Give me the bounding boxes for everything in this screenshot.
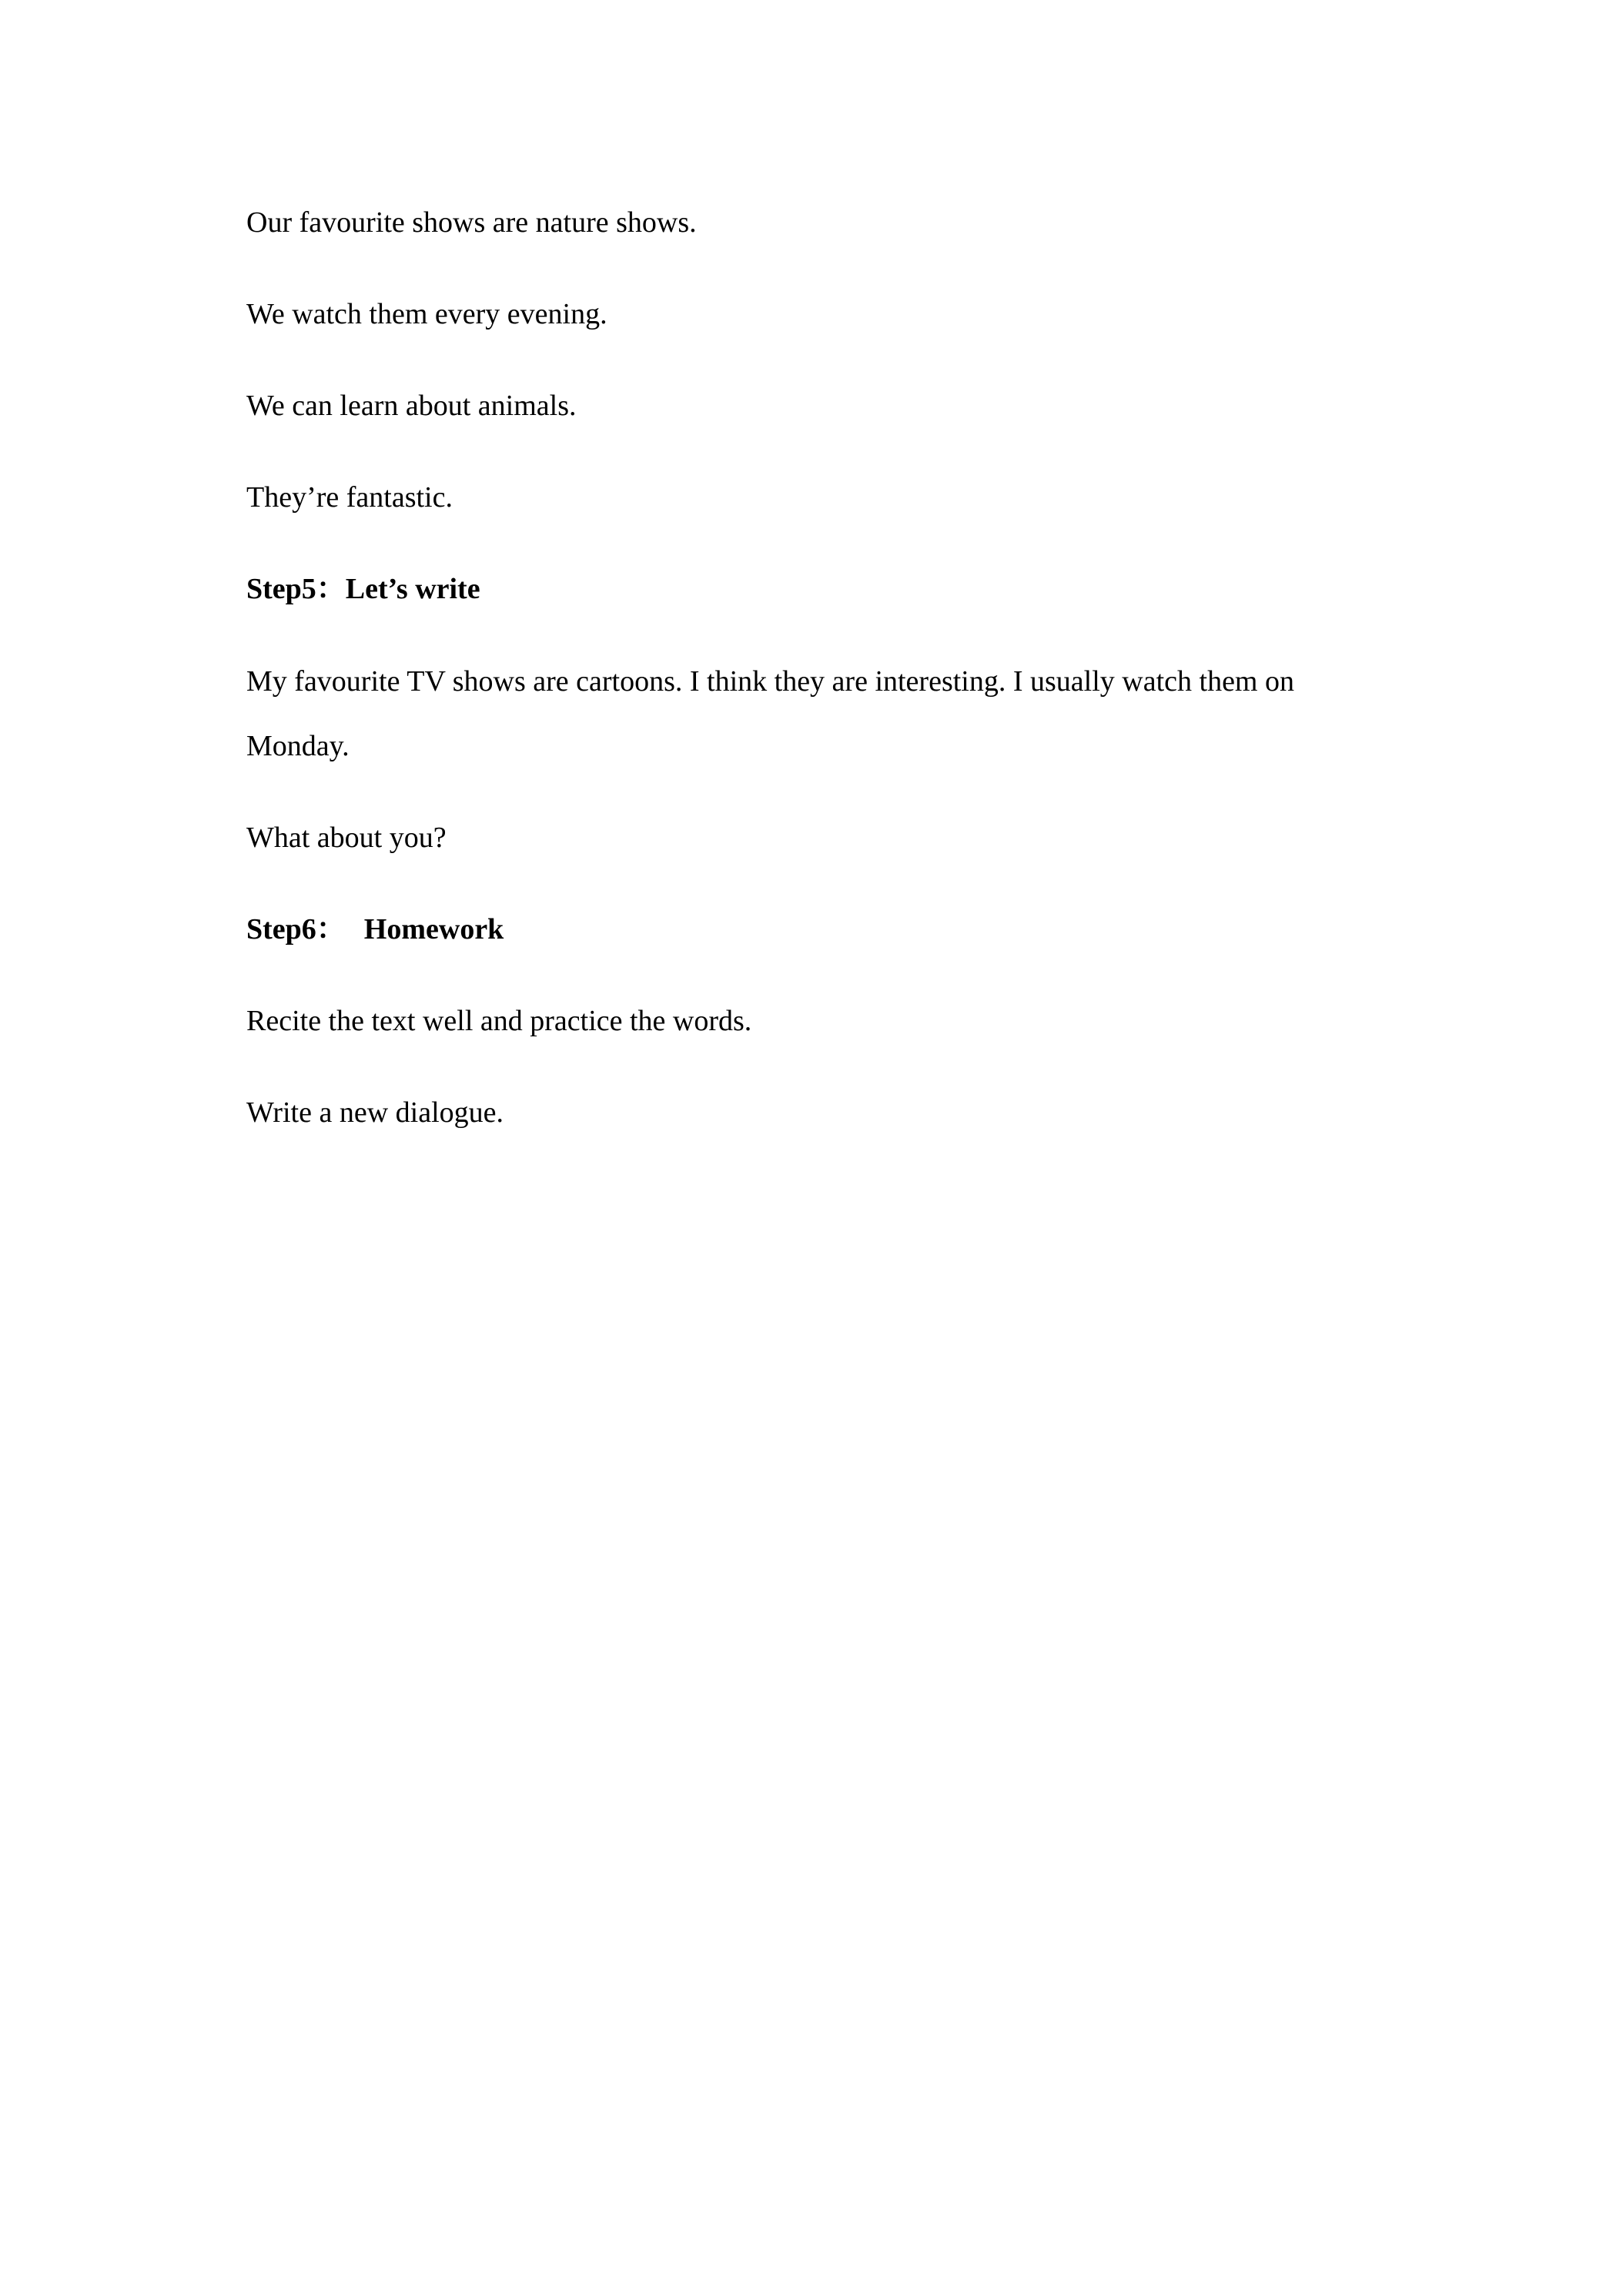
paragraph-learn-animals: We can learn about animals. bbox=[246, 390, 577, 422]
step5-label: Step5： bbox=[246, 573, 346, 605]
paragraph-watch-evening: We watch them every evening. bbox=[246, 298, 607, 330]
step6-label: Step6： bbox=[246, 913, 346, 946]
paragraph-favourite-shows: Our favourite shows are nature shows. bbox=[246, 206, 697, 239]
paragraph-fantastic: They’re fantastic. bbox=[246, 481, 453, 514]
homework-item-dialogue: Write a new dialogue. bbox=[246, 1096, 504, 1129]
document-body bbox=[246, 206, 1370, 1188]
paragraph-what-about-you: What about you? bbox=[246, 822, 447, 854]
step6-title: Homework bbox=[363, 913, 504, 946]
step6-heading bbox=[246, 913, 1370, 946]
homework-item-recite: Recite the text well and practice the words. bbox=[246, 1005, 752, 1037]
paragraph-writing-sample: My favourite TV shows are cartoons. I think they are interesting. I usually watch them on Monday. bbox=[246, 665, 1294, 762]
step5-title: Let’s write bbox=[345, 573, 480, 605]
step5-heading bbox=[246, 573, 1370, 606]
